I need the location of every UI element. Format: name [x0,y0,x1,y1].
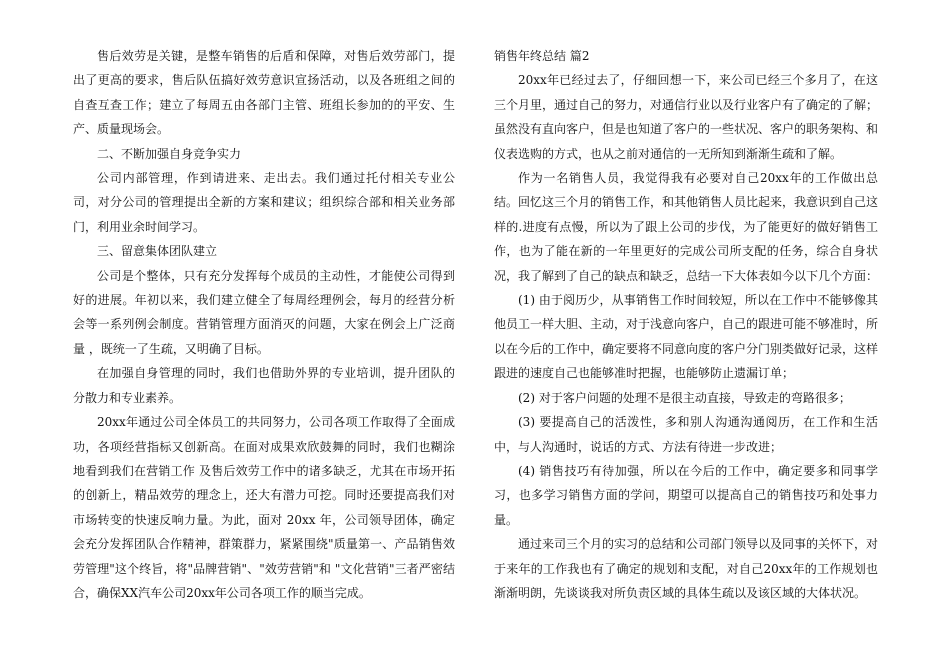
list-item-3: (3) 要提高自己的活泼性，多和别人沟通沟通阅历，在工作和生活中，与人沟通时，说话的方式、方法有待进一步改进； [494,415,878,454]
paragraph-after-sales: 售后效劳是关键，是整车销售的后盾和保障，对售后效劳部门，提出了更高的要求，售后队伍搞好效劳意识宣扬活动，以及各班组之间的自查互查工作；建立了每周五由各部门主管、班组长参加的的平安、生产、质量现场会。 [73,49,455,137]
paragraph-company-whole: 公司是个整体，只有充分发挥每个成员的主动性，才能使公司得到好的进展。年初以来，我们建立健全了每周经理例会，每月的经营分析会等一系列例会制度。营销管理方面消灭的问题，大家在例会上广泛商量 ，既统一了生疏，又明确了目标。 [73,268,455,356]
paragraph-internal-management: 公司内部管理，作到请进来、走出去。我们通过托付相关专业公司，对分公司的管理提出全新的方案和建议；组织综合部和相关业务部门，利用业余时间学习。 [73,171,455,234]
paragraph-self-assessment: 作为一名销售人员，我觉得我有必要对自己20xx年的工作做出总结。回忆这三个月的销售工作，和其他销售人员比起来，我意识到自己这样的.进度有点慢，所以为了跟上公司的步伐，为了能更好的做好销售工作，也为了能在新的一年里更好的完成公司所支配的任务，综合自身状况，我了解到了自己的缺点和缺乏，总结一下大体表如今以下几个方面： [494,171,879,283]
paragraph-year-review: 20xx年已经过去了，仔细回想一下，来公司已经三个多月了，在这三个月里，通过自己的努力，对通信行业以及行业客户有了确定的了解；虽然没有直向客户，但是也知道了客户的一些状况、客户的职务架构、和仪表选购的方式，也从之前对通信的一无所知到渐渐生疏和了解。 [494,73,879,161]
section-heading-team-building: 三、留意集体团队建立 [97,244,218,259]
section-title: 销售年终总结 篇2 [494,49,590,63]
list-item-1: (1) 由于阅历少，从事销售工作时间较短，所以在工作中不能够像其他员工一样大胆、主动，对于浅意向客户，自己的跟进可能不够准时，所以在今后的工作中，确定要将不同意向度的客户分门别类做好记录，这样跟进的速度自己也能够准时把握，也能够防止遗漏订单； [494,293,879,381]
left-column [73,44,455,605]
list-item-2: (2) 对于客户问题的处理不是很主动直接，导致走的弯路很多； [518,390,851,405]
paragraph-external-training: 在加强自身管理的同时，我们也借助外界的专业培训，提升团队的分散力和专业素养。 [73,366,455,405]
paragraph-annual-summary: 20xx年通过公司全体员工的共同努力，公司各项工作取得了全面成功，各项经营指标又创新高。在面对成果欢欣鼓舞的同时，我们也糊涂地看到我们在营销工作 及售后效劳工作中的诸多缺乏，尤其在市场开拓的创新上，精品效劳的理念上，还大有潜力可挖。同时还要提高我们对市场转变的快速反响力量。为此，面对 20xx 年，公司领导团体，确定会充分发挥团队合作精神，群策群力，紧紧围绕"质量第一、产品销售效劳管理"这个终旨，将"品牌营销"、"效劳营销"和 "文化营销"三者严密结合，确保XX汽车公司20xx年公司各项工作的顺当完成。 [73,415,455,600]
paragraph-plan: 通过来司三个月的实习的总结和公司部门领导以及同事的关怀下，对于来年的工作我也有了确定的规划和支配，对自己20xx年的工作规划也渐渐明朗，先谈谈我对所负责区域的具体生疏以及该区域的大体状况。 [494,537,879,600]
right-column [494,44,878,605]
list-item-4: (4) 销售技巧有待加强，所以在今后的工作中，确定要多和同事学习，也多学习销售方面的学问，期望可以提高自己的销售技巧和处事力量。 [494,463,878,527]
section-heading-competitiveness: 二、不断加强自身竞争实力 [97,146,242,161]
